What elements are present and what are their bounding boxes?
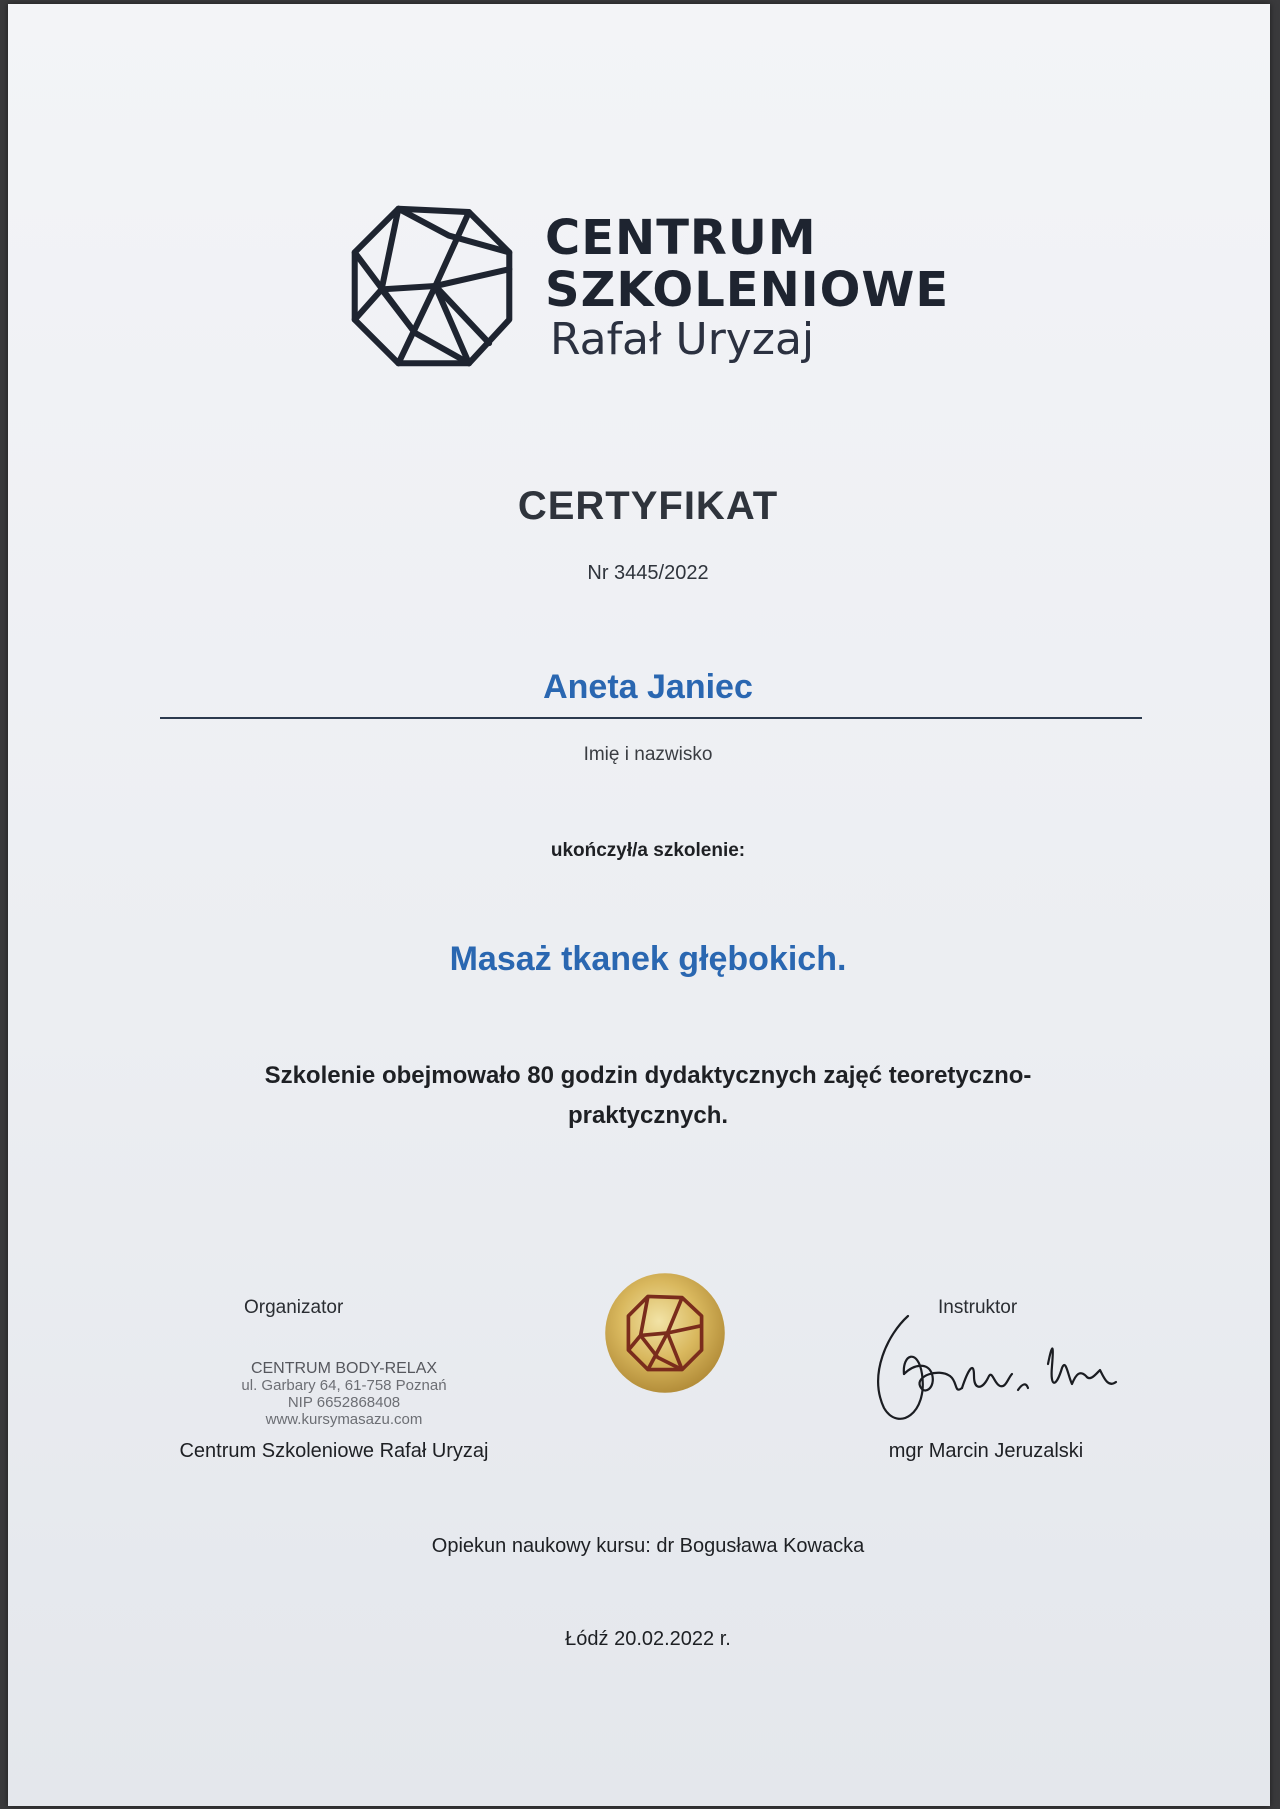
logo-text-line3: Rafał Uryzaj [550,314,815,365]
logo-text-line1: CENTRUM [545,210,817,266]
certificate-number: Nr 3445/2022 [587,562,709,584]
logo-octagon-icon [348,202,516,370]
stamp-line4: www.kursymasazu.com [265,1411,423,1428]
completed-label: ukończył/a szkolenie: [550,840,746,861]
course-description [8,1056,1280,1136]
name-underline [160,717,1142,719]
place-and-date: Łódź 20.02.2022 r. [565,1628,731,1650]
course-description-text: Szkolenie obejmowało 80 godzin dydaktycznych zajęć teoretyczno-praktycznych. [264,1062,1032,1129]
name-caption: Imię i nazwisko [583,744,713,765]
course-title: Masaż tkanek głębokich. [449,940,847,978]
organizer-label: Organizator [244,1297,344,1318]
logo-text-line2: SZKOLENIOWE [545,262,950,318]
recipient-name: Aneta Janiec [543,668,753,706]
hologram-seal-icon [604,1272,726,1394]
certificate-title: CERTYFIKAT [517,484,779,528]
certificate-page [8,4,1270,1806]
organizer-name: Centrum Szkoleniowe Rafał Uryzaj [179,1440,489,1462]
organizer-stamp [204,1360,484,1428]
stamp-line1: CENTRUM BODY-RELAX [250,1360,438,1377]
signature-image [858,1304,1158,1444]
instructor-label: Instruktor [938,1297,1018,1318]
scientific-supervisor: Opiekun naukowy kursu: dr Bogusława Kowacka [431,1535,865,1557]
instructor-name: mgr Marcin Jeruzalski [888,1440,1084,1462]
stamp-line2: ul. Garbary 64, 61-758 Poznań [241,1377,447,1394]
stamp-line3: NIP 6652868408 [287,1394,401,1411]
